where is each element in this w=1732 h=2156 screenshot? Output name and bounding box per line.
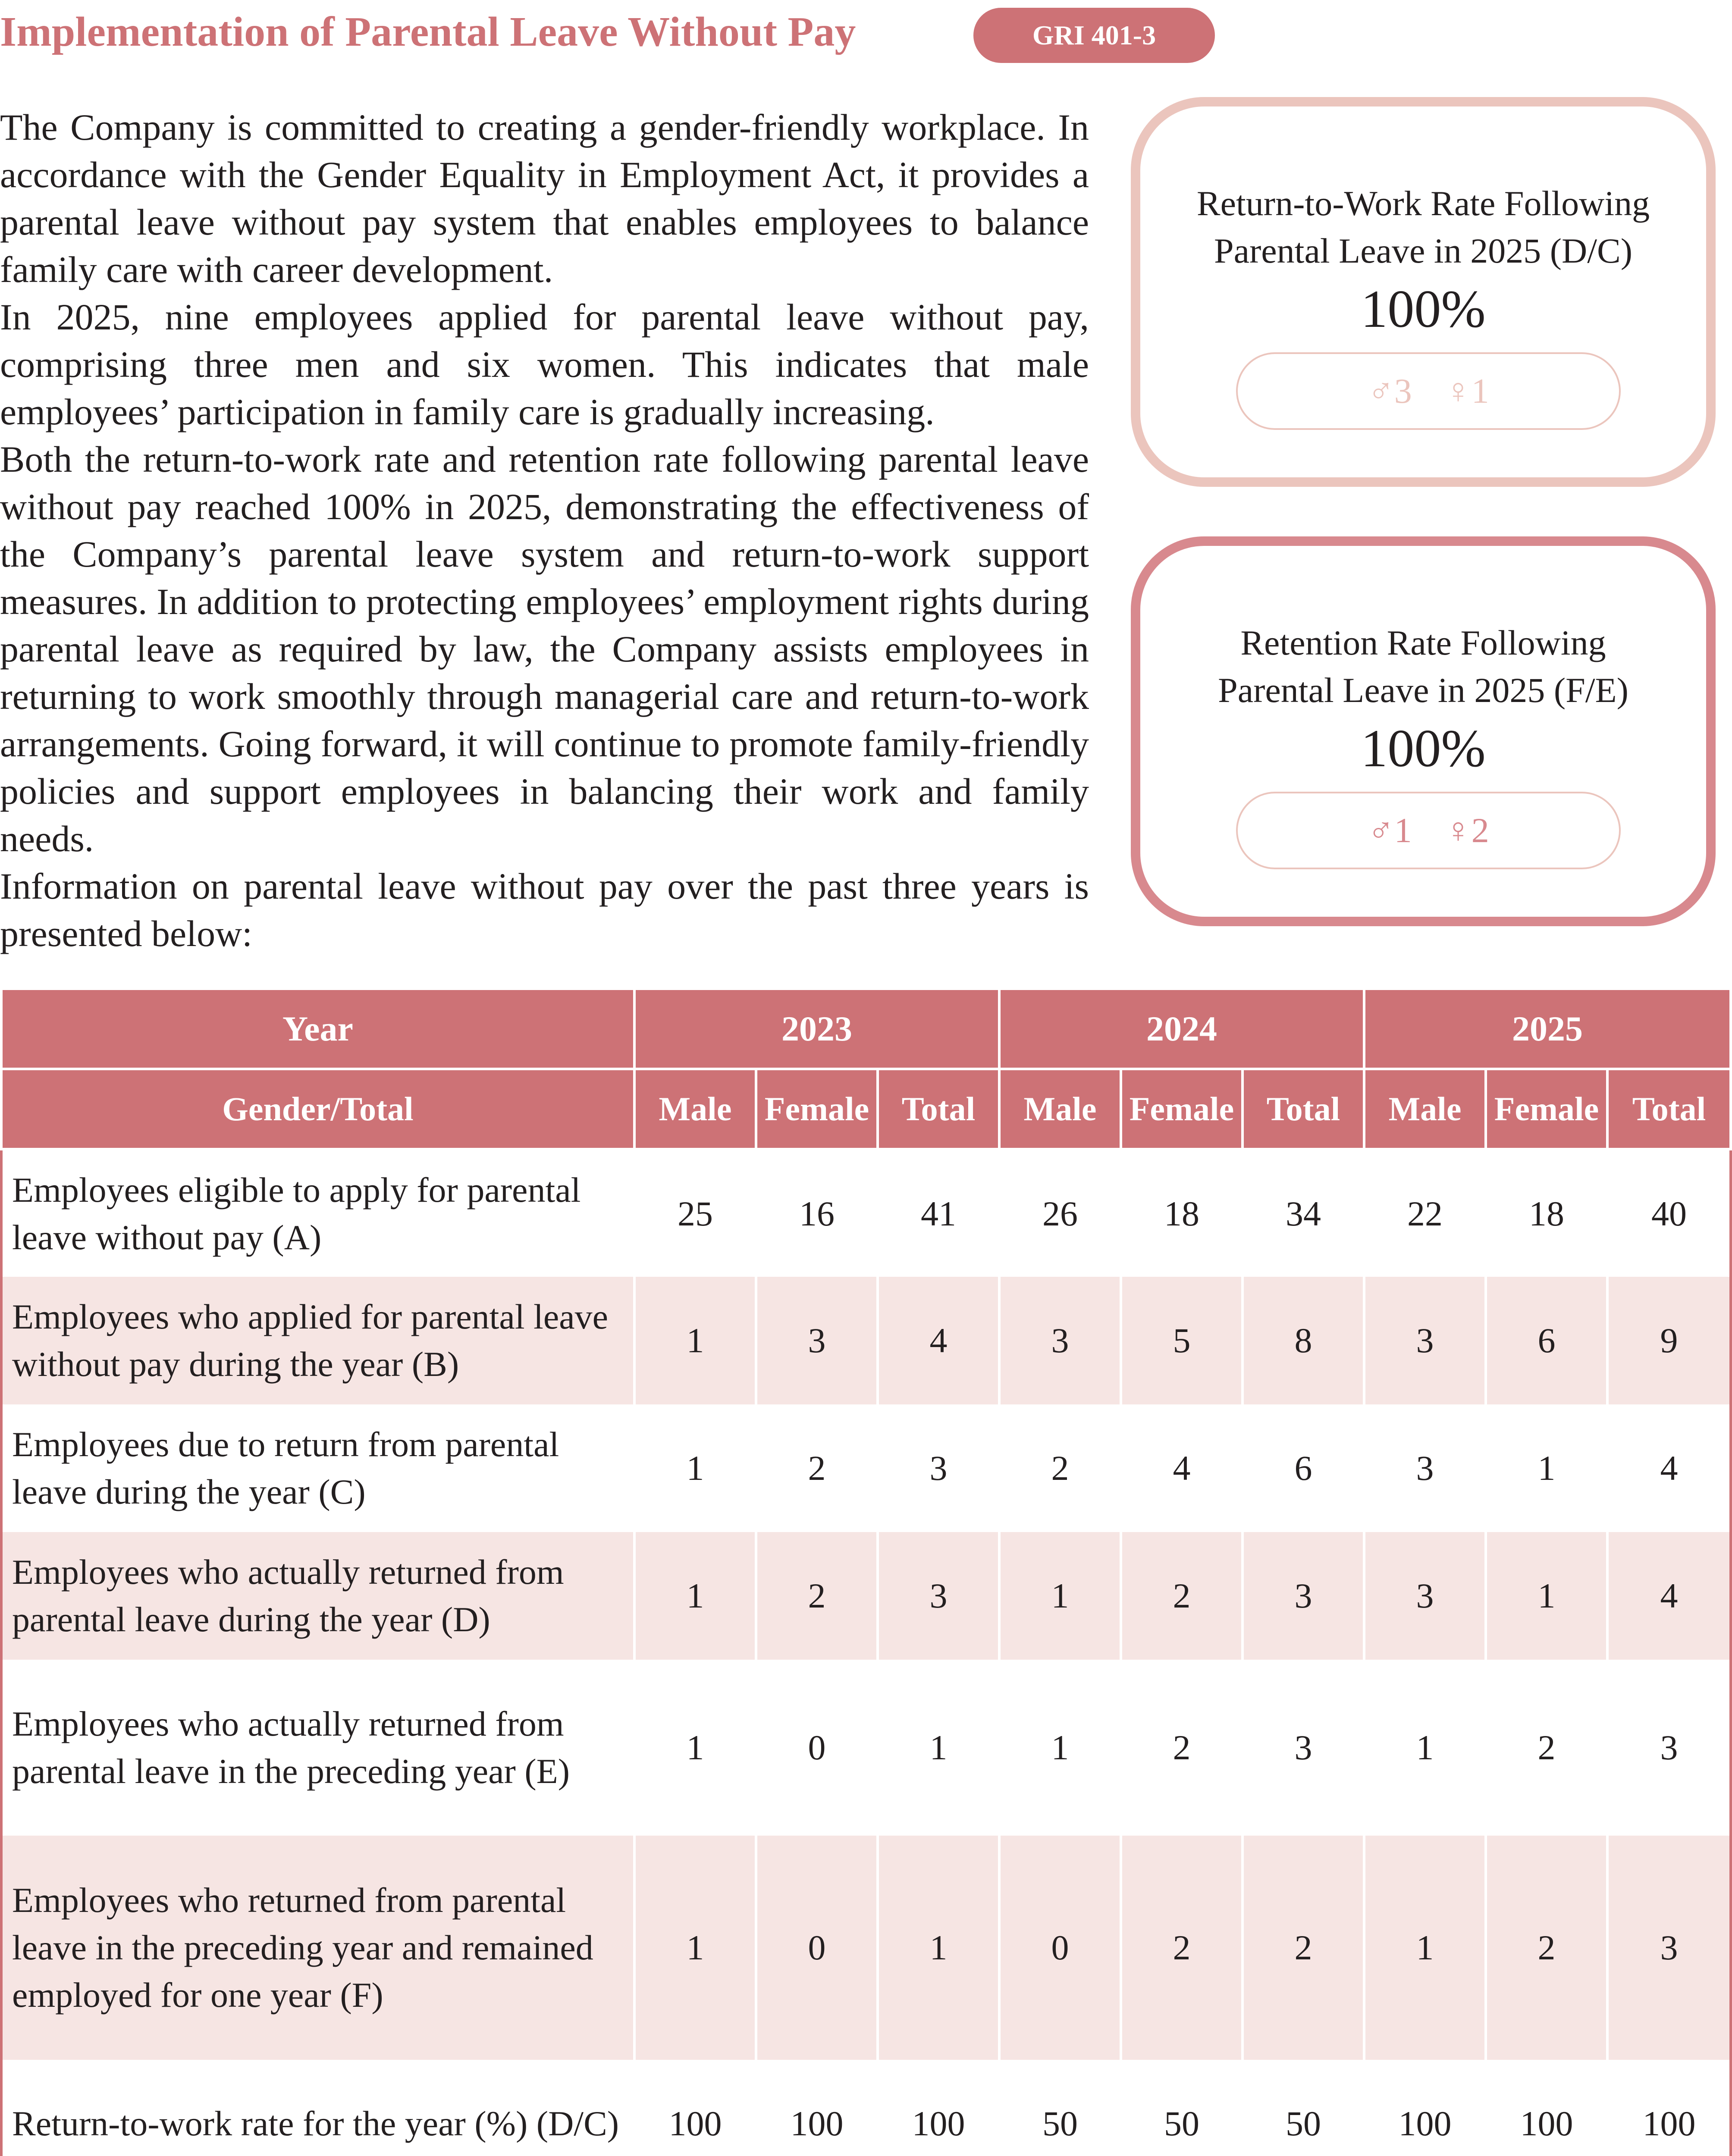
intro-text (0, 103, 1089, 957)
table-cell: 100 (878, 2060, 999, 2156)
kpi-label-line: Parental Leave in 2025 (D/C) (1214, 231, 1633, 270)
table-row (1, 1836, 1731, 2060)
table-cell: 0 (756, 1836, 878, 2060)
year-2025-header: 2025 (1364, 989, 1731, 1069)
gri-badge: GRI 401-3 (973, 8, 1215, 63)
male-header: Male (634, 1069, 756, 1149)
table-cell: 1 (1364, 1660, 1486, 1836)
male-header: Male (999, 1069, 1121, 1149)
table-cell: 1 (634, 1404, 756, 1532)
total-header: Total (1243, 1069, 1364, 1149)
gender-breakdown-pill (1236, 352, 1621, 430)
female-header: Female (1486, 1069, 1607, 1149)
table-cell: 9 (1607, 1277, 1731, 1404)
kpi-label (1140, 180, 1706, 275)
table-cell: 41 (878, 1149, 999, 1277)
kpi-label (1140, 619, 1706, 714)
table-cell: 50 (999, 2060, 1121, 2156)
table-cell: 1 (634, 1532, 756, 1660)
year-2024-header: 2024 (999, 989, 1364, 1069)
table-cell: 1 (999, 1532, 1121, 1660)
table-row (1, 1277, 1731, 1404)
table-cell: 2 (756, 1532, 878, 1660)
table-cell: 4 (878, 1277, 999, 1404)
intro-paragraph: Both the return-to-work rate and retention rate following parental leave without pay reached 100% in 2025, demonstrating the effectiveness of the Company’s parental leave system and return-to-work support measures. In addition to protecting employees’ employment rights during parental leave as required by law, the Company assists employees in returning to work smoothly through managerial care and return-to-work arrangements. Going forward, it will continue to promote family-friendly policies and support employees in balancing their work and family needs. (0, 439, 1089, 859)
female-count: ♀1 (1445, 371, 1489, 411)
table-cell: 2 (1243, 1836, 1364, 2060)
table-row (1, 1532, 1731, 1660)
table-cell: 1 (999, 1660, 1121, 1836)
retention-rate-card (1131, 536, 1716, 926)
table-cell: 8 (1243, 1277, 1364, 1404)
parental-leave-table (0, 987, 1732, 2156)
gender-total-header: Gender/Total (1, 1069, 634, 1149)
year-2023-header: 2023 (634, 989, 999, 1069)
table-cell: 1 (1486, 1404, 1607, 1532)
kpi-value: 100% (1361, 719, 1486, 778)
intro-paragraph: In 2025, nine employees applied for parental leave without pay, comprising three men and six women. This indicates that male employees’ participation in family care is gradually increasing. (0, 296, 1089, 432)
table-cell: 18 (1121, 1149, 1243, 1277)
table-body (1, 1149, 1731, 2156)
table-cell: 50 (1121, 2060, 1243, 2156)
row-label: Employees who applied for parental leave without pay during the year (B) (1, 1277, 634, 1404)
female-header: Female (756, 1069, 878, 1149)
table-cell: 2 (1486, 1660, 1607, 1836)
table-cell: 1 (1486, 1532, 1607, 1660)
table-cell: 6 (1243, 1404, 1364, 1532)
table-cell: 3 (1243, 1660, 1364, 1836)
table-cell: 3 (999, 1277, 1121, 1404)
table-cell: 22 (1364, 1149, 1486, 1277)
table-row (1, 1149, 1731, 1277)
table-cell: 1 (878, 1660, 999, 1836)
return-to-work-rate-card (1131, 97, 1716, 487)
table-cell: 3 (878, 1404, 999, 1532)
kpi-label-line: Retention Rate Following (1240, 623, 1606, 662)
table-cell: 0 (756, 1660, 878, 1836)
table-cell: 1 (634, 1836, 756, 2060)
page-title: Implementation of Parental Leave Without Pay (0, 9, 856, 55)
table-cell: 0 (999, 1836, 1121, 2060)
female-header: Female (1121, 1069, 1243, 1149)
table-cell: 1 (878, 1836, 999, 2060)
table-cell: 100 (1486, 2060, 1607, 2156)
kpi-label-line: Return-to-Work Rate Following (1196, 184, 1650, 223)
table-row (1, 2060, 1731, 2156)
kpi-label-line: Parental Leave in 2025 (F/E) (1218, 671, 1628, 710)
table-cell: 3 (878, 1532, 999, 1660)
table-cell: 3 (756, 1277, 878, 1404)
table-cell: 3 (1243, 1532, 1364, 1660)
table-cell: 40 (1607, 1149, 1731, 1277)
gender-breakdown-pill (1236, 792, 1621, 869)
row-label: Employees who returned from parental leave in the preceding year and remained employed for one year (F) (1, 1836, 634, 2060)
table-cell: 3 (1364, 1404, 1486, 1532)
table-cell: 100 (1607, 2060, 1731, 2156)
row-label: Employees due to return from parental leave during the year (C) (1, 1404, 634, 1532)
male-header: Male (1364, 1069, 1486, 1149)
table-cell: 3 (1364, 1277, 1486, 1404)
table-cell: 3 (1364, 1532, 1486, 1660)
table-cell: 18 (1486, 1149, 1607, 1277)
table-cell: 2 (999, 1404, 1121, 1532)
row-label: Employees eligible to apply for parental leave without pay (A) (1, 1149, 634, 1277)
table-cell: 3 (1607, 1660, 1731, 1836)
intro-paragraph: The Company is committed to creating a gender-friendly workplace. In accordance with the Gender Equality in Employment Act, it provides a parental leave without pay system that enables employees to balance family care with career development. (0, 107, 1089, 290)
table-cell: 2 (1121, 1660, 1243, 1836)
table-cell: 25 (634, 1149, 756, 1277)
table-cell: 4 (1121, 1404, 1243, 1532)
table-cell: 5 (1121, 1277, 1243, 1404)
total-header: Total (1607, 1069, 1731, 1149)
intro-paragraph: Information on parental leave without pay over the past three years is presented below: (0, 865, 1089, 954)
table-cell: 4 (1607, 1532, 1731, 1660)
table-cell: 34 (1243, 1149, 1364, 1277)
table-cell: 1 (634, 1660, 756, 1836)
male-count: ♂1 (1368, 811, 1412, 850)
table-cell: 2 (1121, 1532, 1243, 1660)
table-cell: 100 (634, 2060, 756, 2156)
kpi-value: 100% (1361, 279, 1486, 338)
row-label: Return-to-work rate for the year (%) (D/C) (1, 2060, 634, 2156)
table-cell: 50 (1243, 2060, 1364, 2156)
table-cell: 1 (1364, 1836, 1486, 2060)
year-header: Year (1, 989, 634, 1069)
table-row (1, 1660, 1731, 1836)
table-cell: 3 (1607, 1836, 1731, 2060)
female-count: ♀2 (1445, 811, 1489, 850)
row-label: Employees who actually returned from parental leave in the preceding year (E) (1, 1660, 634, 1836)
male-count: ♂3 (1368, 371, 1412, 411)
table-cell: 6 (1486, 1277, 1607, 1404)
table-cell: 26 (999, 1149, 1121, 1277)
table-cell: 100 (756, 2060, 878, 2156)
table-cell: 4 (1607, 1404, 1731, 1532)
table-row (1, 1404, 1731, 1532)
table-cell: 100 (1364, 2060, 1486, 2156)
table-cell: 16 (756, 1149, 878, 1277)
row-label: Employees who actually returned from parental leave during the year (D) (1, 1532, 634, 1660)
table-cell: 2 (1121, 1836, 1243, 2060)
table-cell: 1 (634, 1277, 756, 1404)
table-cell: 2 (756, 1404, 878, 1532)
table-cell: 2 (1486, 1836, 1607, 2060)
total-header: Total (878, 1069, 999, 1149)
